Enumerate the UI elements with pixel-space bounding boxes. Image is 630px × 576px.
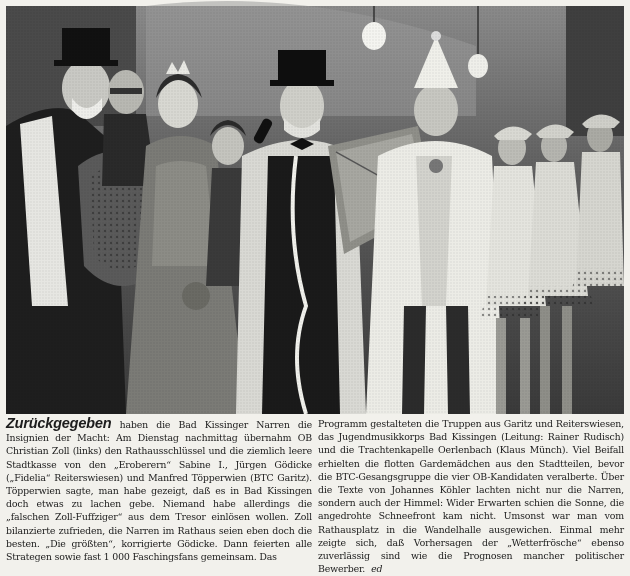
caption-column-right (318, 418, 624, 576)
headline: Zurückgegeben (6, 416, 112, 432)
caption-column-left (6, 418, 312, 566)
caption-body-left: haben die Bad Kissinger Narren die Insignien der Macht: Am Dienstag nachmittag übernahm OB Christian Zoll (links) den Rathausschlüssel und die ziemlich leere Stadtkasse von den „Eroberern“ Sabine I., Jürgen Gödicke („Fidelia“ Reiterswiesen) und Manfred Töpperwien (BTC Garitz). Töpperwien sagte, man habe gezeigt, daß es in Bad Kissingen doch etwas zu lachen gebe. Niemand habe allerdings die „falschen Zoll-Fuffziger“ aus dem Tresor einlösen wollen. Zoll bilanzierte zufrieden, die Narren im Rathaus seien eben doch die besten. „Die größten“, korrigierte Gödicke. Dann feierten alle Strategen sowie fast 1 000 Faschingsfans gemeinsam. Das (6, 420, 312, 564)
carnival-photo (6, 6, 624, 414)
photo-illustration (6, 6, 624, 414)
caption-paragraph-left (6, 418, 312, 564)
caption-paragraph-right (318, 418, 624, 576)
author-signature: ed (371, 564, 383, 576)
caption-body-right: Programm gestalteten die Truppen aus Garitz und Reiterswiesen, das Jugendmusikkorps Bad Kissingen (Leitung: Rainer Rudisch) und die Trachtenkapelle Oerlenbach (Klaus Münch). Viel Beifall erhielten die flotten Gardemädchen aus den Stadtteilen, bevor die BTC-Gesangsgruppe die vier OB-Kandidaten veralberte. Über die Texte von Johannes Köhler lachten nicht nur die Narren, sondern auch der Himmel: Wider Erwarten schien die Sonne, die angedrohte Schneefront kam nicht. Umsonst war man vom Rathausplatz in die Wandelhalle ausgewichen. Einmal mehr zeigte sich, daß Vorhersagen der „Wetterfrösche“ ebenso zuverlässig sind wie die Prognosen mancher politischer Bewerber. (318, 419, 624, 576)
